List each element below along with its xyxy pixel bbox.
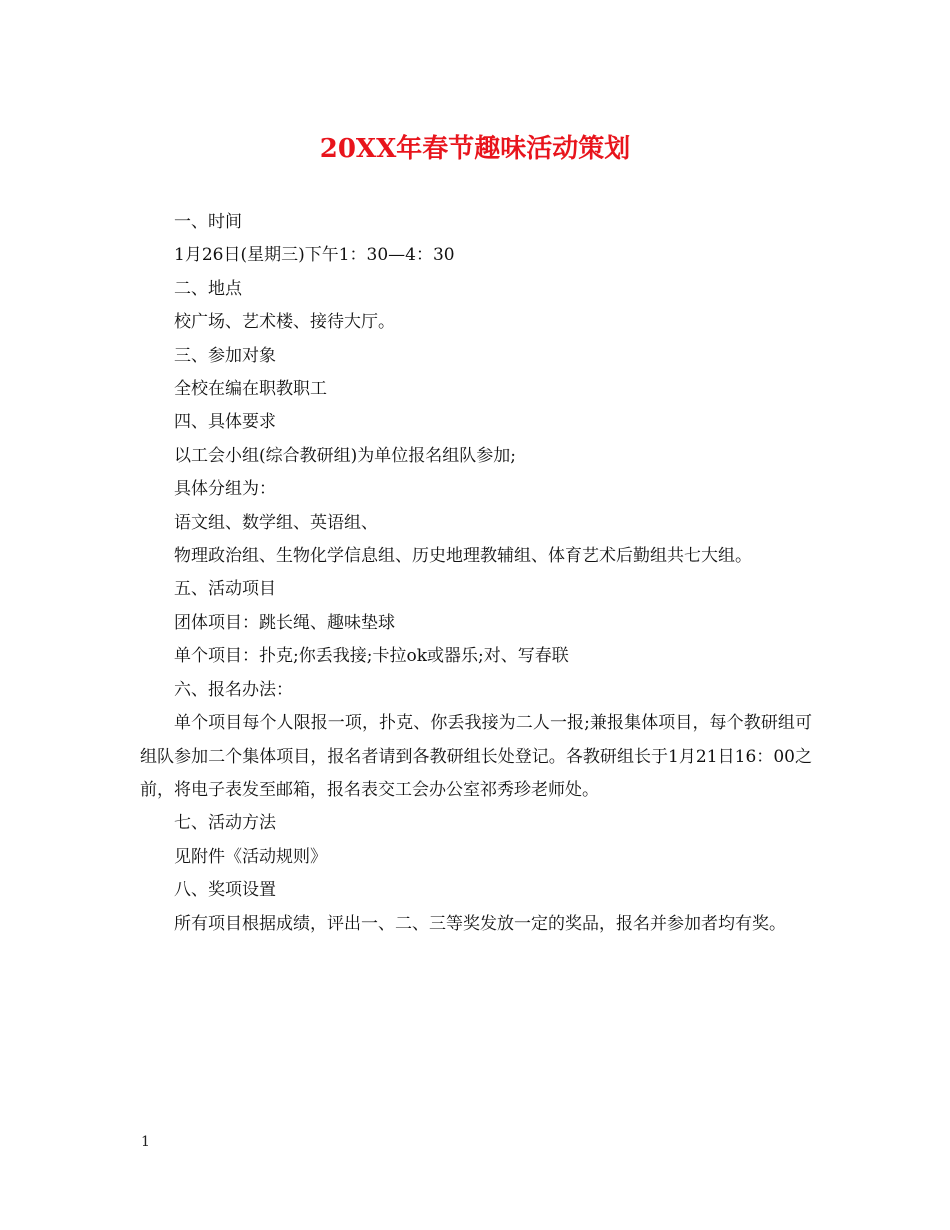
requirements-groups-line2: 物理政治组、生物化学信息组、历史地理教辅组、体育艺术后勤组共七大组。: [174, 546, 752, 567]
requirements-groups-label: 具体分组为：: [174, 479, 276, 500]
document-title: 20XX年春节趣味活动策划: [319, 134, 631, 164]
registration-paragraph: 单个项目每个人限报一项，扑克、你丢我接为二人一报;兼报集体项目，每个教研组可组队参加二个集体项目，报名者请到各教研组长处登记。各教研组长于1月21日16：00之前，将电子表发至邮箱，报名表交工会办公室祁秀珍老师处。: [140, 713, 812, 800]
heading-time: 一、时间: [174, 212, 242, 232]
requirements-unit: 以工会小组(综合教研组)为单位报名组队参加;: [174, 445, 516, 466]
location-value: 校广场、艺术楼、接待大厅。: [174, 312, 395, 333]
document-body: [140, 206, 812, 941]
heading-method: 七、活动方法: [174, 813, 276, 834]
time-value: 1月26日(星期三)下午1：30—4：30: [174, 245, 455, 266]
participants-value: 全校在编在职教职工: [174, 379, 327, 400]
heading-location: 二、地点: [174, 278, 242, 299]
heading-participants: 三、参加对象: [174, 345, 276, 366]
events-individual: 单个项目：扑克;你丢我接;卡拉ok或器乐;对、写春联: [174, 646, 569, 667]
heading-awards: 八、奖项设置: [174, 880, 276, 901]
awards-paragraph: 所有项目根据成绩，评出一、二、三等奖发放一定的奖品，报名并参加者均有奖。: [174, 913, 786, 934]
events-team: 团体项目：跳长绳、趣味垫球: [174, 612, 395, 633]
requirements-groups-line1: 语文组、数学组、英语组、: [174, 512, 378, 533]
page-number: 1: [141, 1134, 150, 1150]
method-value: 见附件《活动规则》: [174, 846, 327, 867]
heading-requirements: 四、具体要求: [174, 412, 276, 433]
heading-events: 五、活动项目: [174, 579, 276, 600]
heading-registration: 六、报名办法：: [174, 679, 293, 700]
